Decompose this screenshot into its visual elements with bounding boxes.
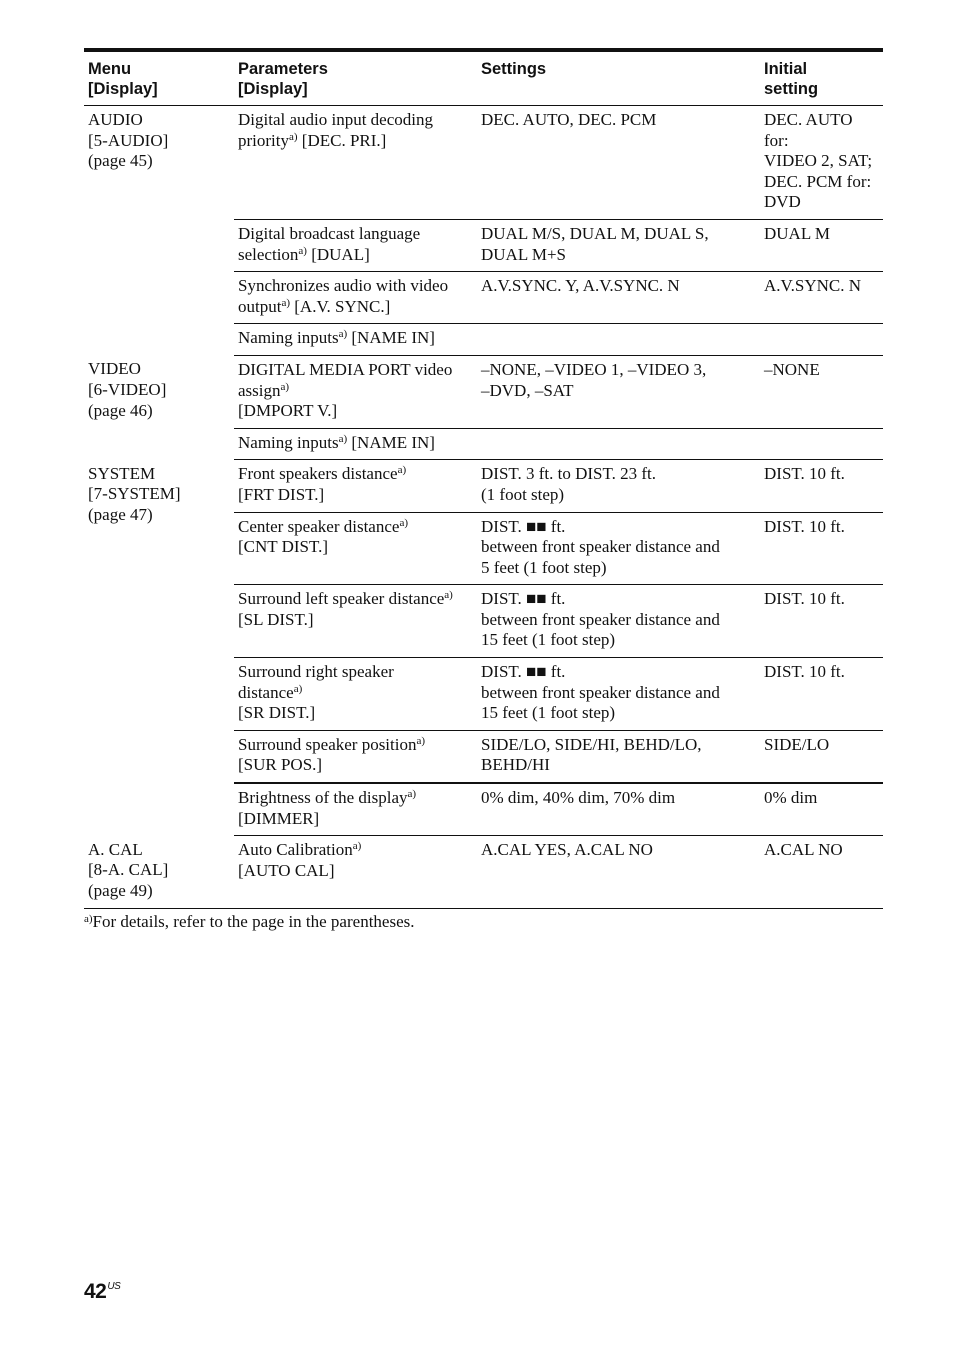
parameter-line: [238, 610, 473, 631]
parameter-cell: [234, 460, 477, 512]
menu-cell: [84, 106, 234, 356]
initial-text: DEC. PCM for:: [764, 171, 872, 191]
settings-line: [481, 464, 756, 485]
parameter-line: [238, 735, 473, 756]
parameter-line: [238, 537, 473, 558]
settings-text: BEHD/HI: [481, 755, 550, 775]
initial-cell: [760, 783, 883, 836]
parameter-line: [238, 433, 473, 454]
footnote-ref: a): [416, 734, 426, 747]
settings-line: [481, 517, 756, 538]
settings-text: between front speaker distance and: [481, 537, 720, 557]
footnote-ref: a): [280, 380, 290, 393]
parameter-text: [SL DIST.]: [238, 609, 314, 629]
settings-line: [481, 683, 756, 704]
header-settings-line: Settings: [481, 60, 547, 78]
initial-cell: [760, 324, 883, 356]
settings-text: –DVD, –SAT: [481, 380, 574, 400]
parameter-text: Naming inputs: [238, 432, 339, 452]
parameter-cell: [234, 219, 477, 271]
settings-table: [84, 52, 883, 909]
parameter-text: Digital broadcast language: [238, 223, 421, 243]
settings-cell: [477, 355, 760, 428]
parameter-line: [238, 464, 473, 485]
settings-text: A.V.SYNC. Y, A.V.SYNC. N: [481, 276, 680, 296]
settings-text: between front speaker distance and: [481, 609, 720, 629]
table-row: [84, 460, 883, 512]
settings-line: [481, 360, 756, 381]
parameter-cell: [234, 836, 477, 908]
settings-line: [481, 245, 756, 266]
footnote-ref: a): [338, 432, 348, 445]
header-menu-line: Menu: [88, 60, 132, 78]
table-row: [84, 106, 883, 220]
initial-cell: [760, 658, 883, 731]
initial-line: [764, 360, 879, 381]
parameter-line: [238, 809, 473, 830]
initial-line: [764, 662, 879, 683]
settings-cell: [477, 730, 760, 783]
settings-line: [481, 558, 756, 579]
settings-line: [481, 755, 756, 776]
parameter-text: [FRT DIST.]: [238, 484, 325, 504]
footnote-ref: a): [444, 589, 453, 602]
settings-cell: [477, 836, 760, 908]
footnote-ref: a): [399, 516, 408, 529]
menu-cell: [84, 460, 234, 836]
settings-cell: [477, 658, 760, 731]
footnote-ref: a): [281, 296, 290, 309]
menu-text: (page 46): [88, 400, 153, 420]
parameter-text: Naming inputs: [238, 328, 339, 348]
initial-line: [764, 464, 879, 485]
parameter-text: Front speakers distance: [238, 464, 398, 484]
parameter-text: DIGITAL MEDIA PORT video: [238, 359, 453, 379]
settings-text: 15 feet (1 foot step): [481, 630, 616, 650]
parameter-line: [238, 297, 473, 318]
parameter-text: [DEC. PRI.]: [297, 130, 387, 150]
footnote-mark: a): [84, 913, 93, 925]
menu-line: [88, 464, 230, 485]
settings-cell: [477, 585, 760, 658]
parameter-line: [238, 589, 473, 610]
menu-line: [88, 151, 230, 172]
page-number-suffix: US: [107, 1281, 121, 1292]
initial-text: VIDEO 2, SAT;: [764, 151, 873, 171]
initial-line: [764, 589, 879, 610]
menu-text: [6-VIDEO]: [88, 380, 167, 400]
menu-line: [88, 359, 230, 380]
initial-text: DIST. 10 ft.: [764, 464, 845, 484]
menu-text: [8-A. CAL]: [88, 860, 169, 880]
parameter-text: priority: [238, 130, 289, 150]
parameter-text: [AUTO CAL]: [238, 860, 335, 880]
header-parameters-line: [Display]: [238, 80, 308, 98]
settings-text: DUAL M/S, DUAL M, DUAL S,: [481, 223, 709, 243]
parameter-line: [238, 401, 473, 422]
parameter-text: Center speaker distance: [238, 516, 400, 536]
parameter-line: [238, 683, 473, 704]
settings-cell: [477, 428, 760, 460]
parameter-text: output: [238, 296, 282, 316]
initial-text: –NONE: [764, 359, 820, 379]
header-parameters: [234, 52, 477, 106]
parameter-line: [238, 788, 473, 809]
settings-text: DIST. ■■ ft.: [481, 589, 566, 609]
table-row: [84, 355, 883, 428]
parameter-line: [238, 245, 473, 266]
menu-line: [88, 484, 230, 505]
initial-text: DIST. 10 ft.: [764, 516, 845, 536]
table-header-row: [84, 52, 883, 106]
initial-text: 0% dim: [764, 788, 818, 808]
settings-line: [481, 224, 756, 245]
parameter-line: [238, 328, 473, 349]
menu-text: AUDIO: [88, 110, 143, 129]
footnote: [84, 912, 414, 932]
parameter-text: [A.V. SYNC.]: [290, 296, 391, 316]
menu-text: (page 49): [88, 880, 153, 900]
parameter-text: [NAME IN]: [347, 328, 435, 348]
parameter-line: [238, 381, 473, 402]
parameter-text: Auto Calibration: [238, 840, 353, 860]
settings-line: [481, 589, 756, 610]
settings-line: [481, 703, 756, 724]
settings-cell: [477, 460, 760, 512]
parameter-text: Synchronizes audio with video: [238, 276, 449, 296]
footnote-ref: a): [293, 682, 303, 695]
initial-line: [764, 151, 879, 172]
initial-text: DIST. 10 ft.: [764, 589, 845, 609]
initial-text: DVD: [764, 192, 801, 212]
parameter-text: Surround speaker position: [238, 734, 417, 754]
initial-line: [764, 110, 879, 131]
settings-text: (1 foot step): [481, 484, 565, 504]
header-initial-setting: [760, 52, 883, 106]
initial-line: [764, 224, 879, 245]
settings-text: 15 feet (1 foot step): [481, 703, 616, 723]
parameter-text: Digital audio input decoding: [238, 110, 433, 129]
menu-text: [7-SYSTEM]: [88, 484, 181, 504]
initial-cell: [760, 219, 883, 271]
settings-line: [481, 662, 756, 683]
initial-line: [764, 735, 879, 756]
parameter-line: [238, 360, 473, 381]
settings-line: [481, 110, 756, 131]
settings-text: 0% dim, 40% dim, 70% dim: [481, 788, 676, 808]
menu-text: [5-AUDIO]: [88, 130, 169, 150]
settings-text: DIST. ■■ ft.: [481, 662, 566, 682]
parameter-cell: [234, 355, 477, 428]
initial-line: [764, 192, 879, 213]
page-number-value: 42: [84, 1280, 107, 1303]
settings-text: SIDE/LO, SIDE/HI, BEHD/LO,: [481, 734, 702, 754]
initial-cell: [760, 460, 883, 512]
settings-line: [481, 840, 756, 861]
parameter-text: [DIMMER]: [238, 808, 320, 828]
header-initial-line: Initial: [764, 60, 808, 78]
parameter-line: [238, 131, 473, 152]
initial-line: [764, 788, 879, 809]
parameter-text: assign: [238, 380, 281, 400]
parameter-line: [238, 755, 473, 776]
parameter-text: distance: [238, 682, 294, 702]
footnote-ref: a): [397, 464, 407, 477]
parameter-text: Surround right speaker: [238, 662, 394, 682]
settings-cell: [477, 512, 760, 585]
menu-line: [88, 131, 230, 152]
parameter-line: [238, 703, 473, 724]
settings-cell: [477, 106, 760, 220]
initial-cell: [760, 585, 883, 658]
initial-text: A.CAL NO: [764, 840, 843, 860]
parameter-text: [SUR POS.]: [238, 755, 323, 775]
parameter-text: [SR DIST.]: [238, 703, 316, 723]
menu-line: [88, 505, 230, 526]
menu-text: A. CAL: [88, 839, 143, 859]
parameter-cell: [234, 428, 477, 460]
initial-cell: [760, 836, 883, 908]
header-parameters-line: Parameters: [238, 60, 328, 78]
parameter-cell: [234, 783, 477, 836]
parameter-cell: [234, 658, 477, 731]
menu-line: [88, 840, 230, 861]
parameter-cell: [234, 512, 477, 585]
parameter-line: [238, 662, 473, 683]
menu-text: VIDEO: [88, 359, 141, 379]
settings-text: DEC. AUTO, DEC. PCM: [481, 110, 657, 129]
footnote-ref: a): [407, 788, 417, 801]
parameter-line: [238, 840, 473, 861]
parameter-text: [CNT DIST.]: [238, 537, 329, 557]
initial-cell: [760, 730, 883, 783]
menu-cell: [84, 355, 234, 459]
settings-text: DIST. ■■ ft.: [481, 516, 566, 536]
settings-table-container: [84, 48, 883, 909]
footnote-ref: a): [298, 244, 307, 257]
initial-text: DEC. AUTO: [764, 110, 853, 129]
menu-text: SYSTEM: [88, 463, 156, 483]
initial-line: [764, 131, 879, 152]
initial-cell: [760, 428, 883, 460]
menu-line: [88, 401, 230, 422]
initial-line: [764, 276, 879, 297]
parameter-cell: [234, 272, 477, 324]
initial-cell: [760, 272, 883, 324]
parameter-line: [238, 276, 473, 297]
header-settings: [477, 52, 760, 106]
menu-cell: [84, 836, 234, 908]
settings-text: DIST. 3 ft. to DIST. 23 ft.: [481, 464, 657, 484]
settings-cell: [477, 219, 760, 271]
menu-text: (page 45): [88, 151, 153, 171]
settings-line: [481, 276, 756, 297]
initial-cell: [760, 512, 883, 585]
settings-line: [481, 788, 756, 809]
settings-line: [481, 485, 756, 506]
initial-line: [764, 840, 879, 861]
parameter-line: [238, 110, 473, 131]
initial-text: DUAL M: [764, 223, 830, 243]
menu-text: (page 47): [88, 505, 153, 524]
menu-line: [88, 380, 230, 401]
initial-line: [764, 172, 879, 193]
settings-text: DUAL M+S: [481, 244, 566, 264]
initial-text: A.V.SYNC. N: [764, 276, 861, 296]
settings-line: [481, 735, 756, 756]
parameter-line: [238, 224, 473, 245]
menu-line: [88, 881, 230, 902]
initial-text: DIST. 10 ft.: [764, 662, 845, 682]
parameter-line: [238, 517, 473, 538]
parameter-cell: [234, 585, 477, 658]
settings-text: between front speaker distance and: [481, 682, 720, 702]
initial-text: for:: [764, 130, 789, 150]
parameter-text: [DMPORT V.]: [238, 401, 338, 421]
parameter-text: Surround left speaker distance: [238, 589, 445, 609]
settings-text: –NONE, –VIDEO 1, –VIDEO 3,: [481, 359, 707, 379]
table-body: [84, 106, 883, 909]
settings-cell: [477, 324, 760, 356]
footnote-ref: a): [352, 840, 362, 853]
parameter-text: Brightness of the display: [238, 788, 408, 808]
parameter-line: [238, 485, 473, 506]
parameter-text: selection: [238, 244, 299, 264]
footnote-ref: a): [338, 328, 348, 341]
parameter-cell: [234, 106, 477, 220]
parameter-cell: [234, 730, 477, 783]
settings-line: [481, 610, 756, 631]
parameter-line: [238, 861, 473, 882]
initial-cell: [760, 106, 883, 220]
initial-text: SIDE/LO: [764, 734, 830, 754]
parameter-text: [NAME IN]: [347, 432, 435, 452]
page-number: [84, 1280, 120, 1304]
parameter-cell: [234, 324, 477, 356]
footnote-text: For details, refer to the page in the parentheses.: [92, 912, 415, 931]
settings-text: 5 feet (1 foot step): [481, 557, 607, 577]
menu-line: [88, 110, 230, 131]
settings-line: [481, 630, 756, 651]
header-menu-line: [Display]: [88, 80, 158, 98]
settings-line: [481, 381, 756, 402]
settings-line: [481, 537, 756, 558]
table-row: [84, 836, 883, 908]
parameter-text: [DUAL]: [306, 244, 370, 264]
header-initial-line: setting: [764, 80, 819, 98]
settings-text: A.CAL YES, A.CAL NO: [481, 840, 653, 860]
initial-line: [764, 517, 879, 538]
settings-cell: [477, 783, 760, 836]
header-menu: [84, 52, 234, 106]
footnote-ref: a): [289, 130, 298, 143]
settings-cell: [477, 272, 760, 324]
menu-line: [88, 860, 230, 881]
initial-cell: [760, 355, 883, 428]
